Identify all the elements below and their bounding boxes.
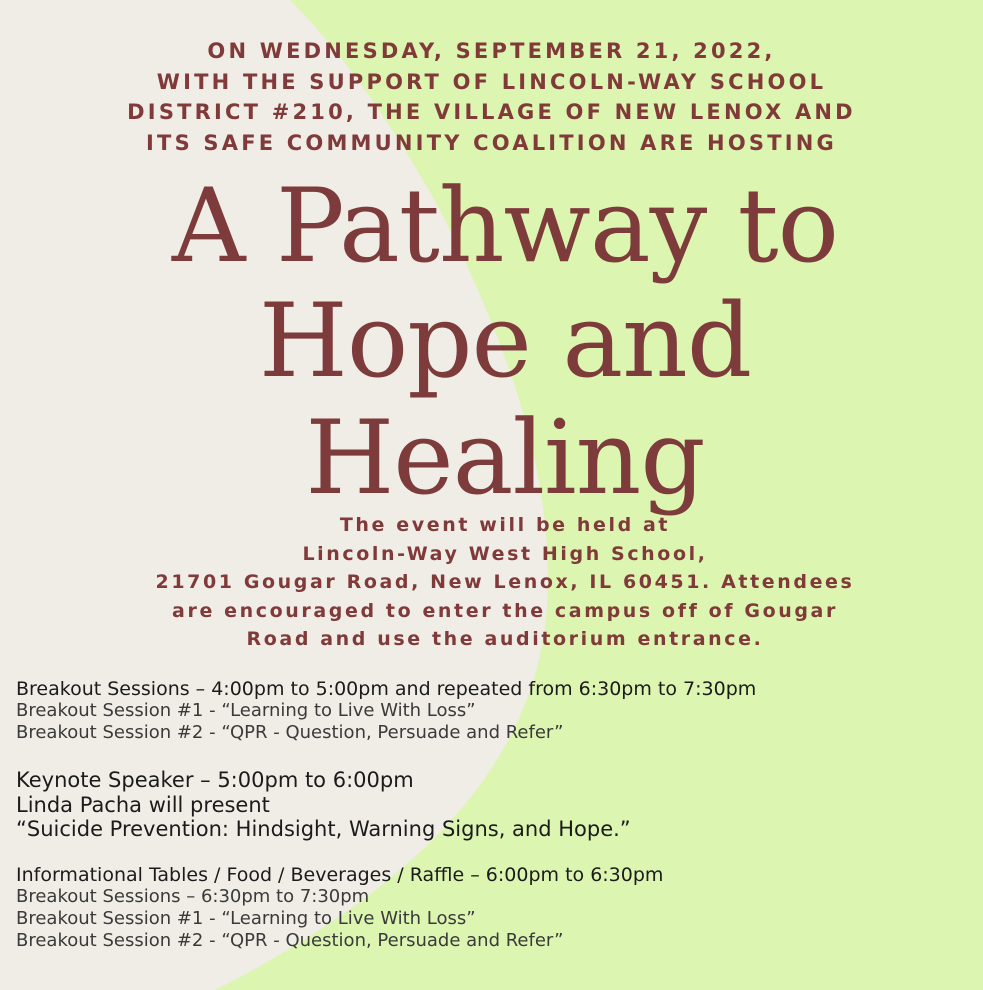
intro-line: DISTRICT #210, THE VILLAGE OF NEW LENOX AND (127, 100, 856, 124)
event-title-line-3: Healing (305, 399, 705, 518)
breakout-session-1-repeat: Breakout Session #1 - “Learning to Live With Loss” (16, 907, 476, 929)
keynote-heading: Keynote Speaker – 5:00pm to 6:00pm (16, 768, 414, 792)
venue-details (0, 511, 983, 654)
informational-tables-heading: Informational Tables / Food / Beverages / Raffle – 6:00pm to 6:30pm (16, 863, 664, 886)
event-title-line-2: Hope and (258, 282, 752, 401)
venue-line: Road and use the auditorium entrance. (246, 628, 764, 650)
breakout-session-2-repeat: Breakout Session #2 - “QPR - Question, Persuade and Refer” (16, 929, 564, 951)
event-title-line-1: A Pathway to (171, 167, 839, 286)
breakout-session-2: Breakout Session #2 - “QPR - Question, Persuade and Refer” (16, 722, 564, 743)
breakout-session-1: Breakout Session #1 - “Learning to Live With Loss” (16, 700, 476, 721)
intro-line: WITH THE SUPPORT OF LINCOLN-WAY SCHOOL (156, 69, 827, 94)
keynote-talk-title: “Suicide Prevention: Hindsight, Warning Signs, and Hope.” (16, 817, 631, 841)
breakout-sessions-time: Breakout Sessions – 6:30pm to 7:30pm (16, 885, 370, 907)
venue-line: are encouraged to enter the campus off of Gougar (172, 599, 838, 622)
keynote-speaker: Linda Pacha will present (16, 792, 270, 817)
intro-line: ITS SAFE COMMUNITY COALITION ARE HOSTING (146, 130, 837, 155)
venue-line: The event will be held at (339, 514, 671, 536)
intro-line: ON WEDNESDAY, SEPTEMBER 21, 2022, (207, 39, 776, 63)
breakout-sessions-heading: Breakout Sessions – 4:00pm to 5:00pm and repeated from 6:30pm to 7:30pm (16, 678, 757, 700)
schedule (16, 678, 976, 952)
intro-text (0, 36, 983, 158)
venue-line: Lincoln-Way West High School, (302, 542, 708, 565)
venue-line: 21701 Gougar Road, New Lenox, IL 60451. Attendees (155, 571, 855, 593)
